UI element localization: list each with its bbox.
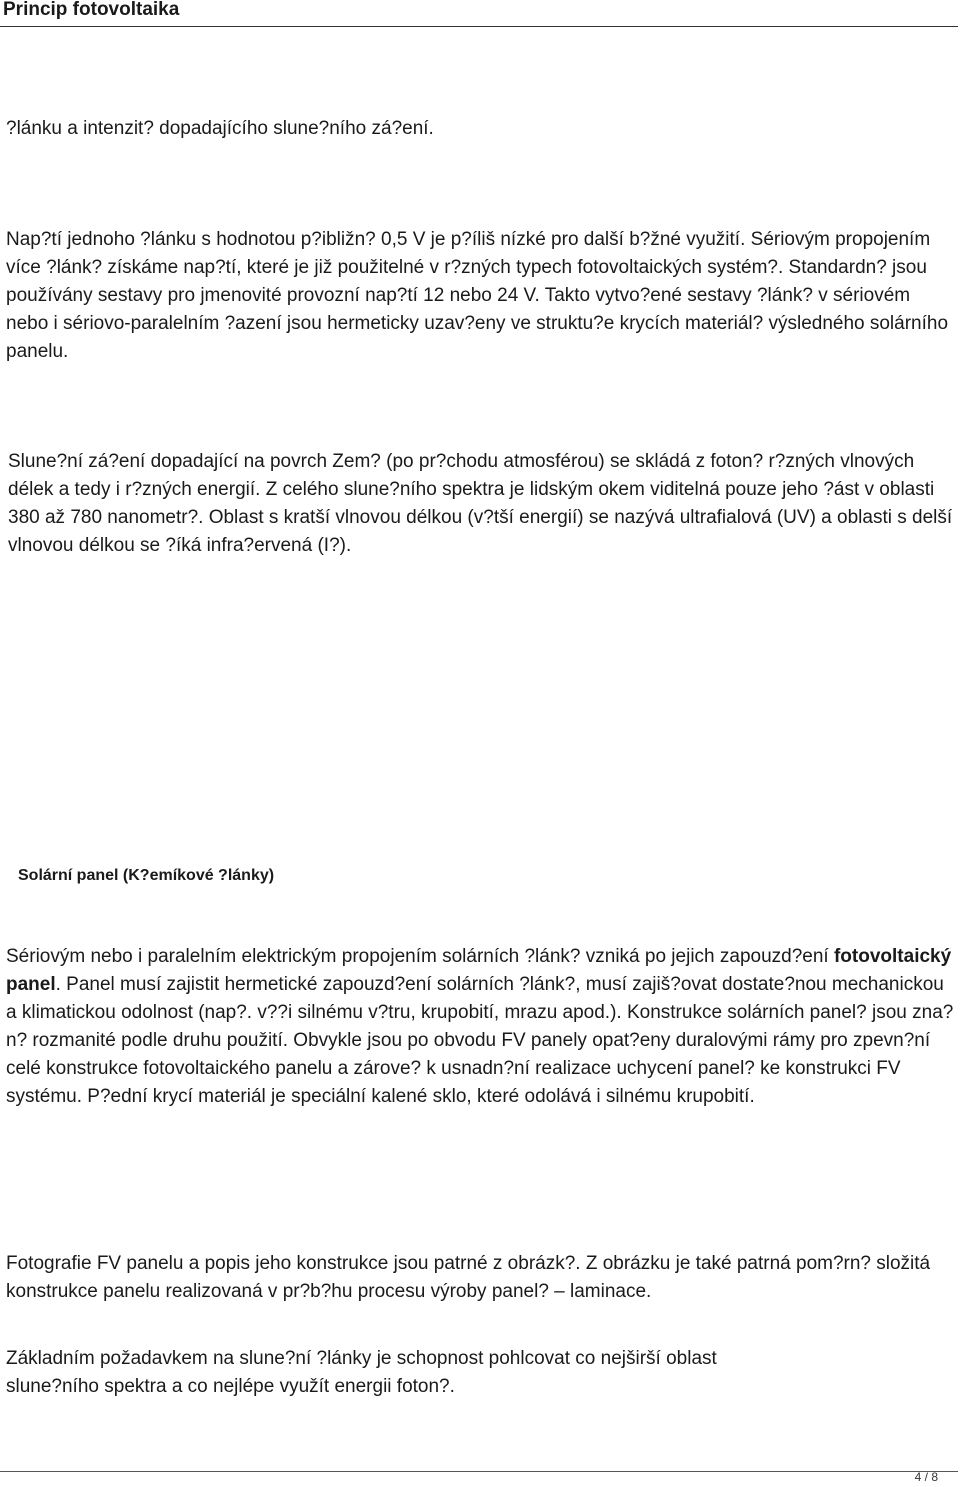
paragraph-panel-photo: Fotografie FV panelu a popis jeho konstrukce jsou patrné z obrázk?. Z obrázku je také patrná pom?rn? složitá konstrukce panelu realizovaná v pr?b?hu procesu výroby panel? – laminace. <box>6 1253 931 1302</box>
section-heading-solar-panel: Solární panel (K?emíkové ?lánky) <box>18 867 275 884</box>
document-title: Princip fotovoltaika <box>3 0 180 20</box>
footer-divider <box>0 1471 958 1472</box>
paragraph-cell-voltage: Nap?tí jednoho ?lánku s hodnotou p?ibližn? 0,5 V je p?íliš nízké pro další b?žné využití. Sériovým propojením více ?lánk? získáme nap?tí, které je již použitelné v r?zných typech fotovoltaických systém?. Standardn? jsou používány sestavy pro jmenovité provozní nap?tí 12 nebo 24 V. Takto vytvo?ené sestavy ?lánk? v sériovém nebo i sériovo-paralelním ?azení jsou hermeticky uzav?eny ve struktu?e krycích materiál? výsledného solárního panelu. <box>6 229 949 362</box>
paragraph-solar-radiation: Slune?ní zá?ení dopadající na povrch Zem? (po pr?chodu atmosférou) se skládá z foton? r?zných vlnových délek a tedy i r?zných energií. Z celého slune?ního spektra je lidským okem viditelná pouze jeho ?ást v oblasti 380 až 780 nanometr?. Oblast s kratší vlnovou délkou (v?tší energií) se nazývá ultrafialová (UV) a oblasti s delší vlnovou délkou se ?íká infra?ervená (I?). <box>8 451 953 556</box>
paragraph-intro-fragment: ?lánku a intenzit? dopadajícího slune?ního zá?ení. <box>6 118 434 139</box>
term-fotovoltaicky-panel: fotovoltaický panel <box>6 946 952 995</box>
paragraph-panel-construction-part1: Sériovým nebo i paralelním elektrickým propojením solárních ?lánk? vzniká po jejich zapouzd?ení <box>6 946 834 967</box>
header-divider <box>0 26 958 27</box>
paragraph-basic-requirement-line2: slune?ního spektra a co nejlépe využít energii foton?. <box>6 1376 455 1397</box>
page-header <box>0 0 960 30</box>
paragraph-panel-construction <box>6 943 954 1111</box>
page-number: 4 / 8 <box>914 1470 938 1484</box>
paragraph-panel-construction-part2: . Panel musí zajistit hermetické zapouzd?ení solárních ?lánk?, musí zajiš?ovat dostate?nou mechanickou a klimatickou odolnost (nap?. v??i silnému v?tru, krupobití, mrazu apod.). Konstrukce solárních panel? jsou zna?n? rozmanité podle druhu použití. Obvykle jsou po obvodu FV panely opat?eny duralovými rámy pro zpevn?ní celé konstrukce fotovoltaického panelu a zárove? k usnadn?ní realizace uchycení panel? ke konstrukci FV systému. P?ední krycí materiál je speciální kalené sklo, které odolává i silnému krupobití. <box>6 974 954 1107</box>
paragraph-basic-requirement-line1: Základním požadavkem na slune?ní ?lánky je schopnost pohlcovat co nejširší oblast <box>6 1348 717 1369</box>
